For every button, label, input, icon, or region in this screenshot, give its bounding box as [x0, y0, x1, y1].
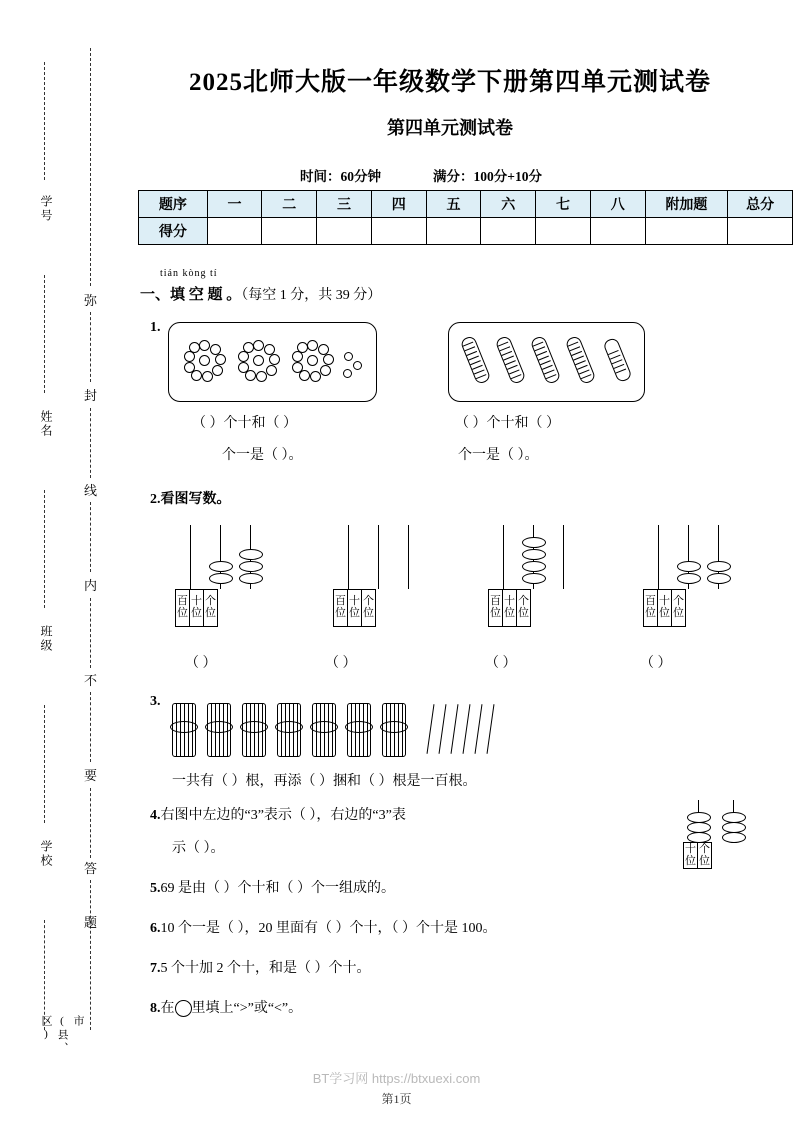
q3-stick-5	[475, 704, 483, 754]
q2-a4-place-ge: 个位	[672, 590, 686, 627]
q3-tie-6	[345, 721, 373, 733]
q1-left-answer-line1: （ ）个十和（ ）	[192, 416, 297, 431]
score-input-3[interactable]	[317, 218, 372, 245]
q3-tie-2	[205, 721, 233, 733]
q4-num-text: 4.	[150, 808, 161, 823]
q1-loose-beads	[342, 352, 364, 380]
score-input-7[interactable]	[536, 218, 591, 245]
score-table-header-row	[139, 191, 793, 218]
q2-a2-place-bai: 百位	[334, 590, 348, 627]
seal-dash-4	[44, 705, 45, 823]
seal-dash-2	[44, 275, 45, 393]
score-input-8[interactable]	[590, 218, 645, 245]
q1-bead-ring-2	[238, 340, 278, 380]
q3-stick-2	[439, 704, 447, 754]
score-input-4[interactable]	[371, 218, 426, 245]
q1-right-answer-line2: 个一是（ ）。	[458, 448, 539, 463]
q3-tie-3	[240, 721, 268, 733]
q2-answer-4: （ ）	[640, 656, 672, 671]
seal-word-3: 内	[84, 578, 98, 593]
q2-number	[150, 488, 231, 508]
q4-line2: 示（ ）。	[172, 841, 225, 856]
seal-dash-right-6	[90, 692, 91, 762]
q2-a4-place-bai: 百位	[644, 590, 658, 627]
q2-a1-place-ge: 个位	[204, 590, 218, 627]
q8-pre-text: 在	[160, 1001, 175, 1016]
q7-text: 5 个十加 2 个十，和是（ ）个十。	[160, 961, 371, 976]
section1-title	[140, 283, 381, 304]
score-input-6[interactable]	[481, 218, 536, 245]
q2-a2-place-ge: 个位	[362, 590, 376, 627]
q4-number	[150, 804, 406, 824]
seal-word-7: 题	[84, 915, 98, 930]
score-col-5: 五	[426, 191, 481, 218]
seal-dash-right-8	[90, 880, 91, 1030]
q8	[150, 997, 302, 1017]
seal-label-xuexiao: 学校	[39, 840, 53, 868]
q3-tie-4	[275, 721, 303, 733]
q1-left-answer-line2: 个一是（ ）。	[222, 448, 303, 463]
q2-answer-3: （ ）	[485, 656, 517, 671]
section1-note: （每空 1 分，共 39 分）	[241, 288, 382, 303]
exam-fullscore: 满分：100分+10分	[433, 169, 542, 184]
q2-a3-place-ge: 个位	[517, 590, 531, 627]
q2-a2-place-shi: 十位	[348, 590, 362, 627]
watermark: BT学习网 https://btxuexi.com	[312, 1071, 481, 1086]
q4-line1: 右图中左边的“3”表示（ ），右边的“3”表	[160, 808, 406, 823]
section1-label: 一、填 空 题 。	[140, 287, 242, 303]
q4-place-ge: 个位	[698, 843, 712, 869]
q3-text: 一共有（ ）根，再添（ ）捆和（ ）根是一百根。	[172, 774, 477, 789]
q1-bead-ring-1	[184, 340, 224, 380]
seal-word-5: 要	[84, 768, 98, 783]
q1-right-answer-line1: （ ）个十和（ ）	[455, 416, 560, 431]
q3-stick-1	[427, 704, 435, 754]
seal-dash-right-7	[90, 788, 91, 858]
q7-num-text: 7.	[150, 961, 161, 976]
score-input-2[interactable]	[262, 218, 317, 245]
q2-text: 看图写数。	[160, 492, 231, 507]
score-col-6: 六	[481, 191, 536, 218]
score-table-row-label-0: 题序	[139, 191, 208, 218]
q3-tie-5	[310, 721, 338, 733]
seal-dash-right-3	[90, 408, 91, 478]
score-table	[138, 190, 793, 245]
page-title: 2025北师大版一年级数学下册第四单元测试卷	[188, 69, 711, 96]
score-col-1: 一	[207, 191, 262, 218]
q3-tie-7	[380, 721, 408, 733]
q2-num-text: 2.	[150, 492, 161, 507]
page-subtitle: 第四单元测试卷	[387, 118, 513, 138]
score-input-extra[interactable]	[645, 218, 728, 245]
score-input-1[interactable]	[207, 218, 262, 245]
q8-num-text: 8.	[150, 1001, 161, 1016]
score-col-total: 总分	[728, 191, 793, 218]
seal-dash-right-1	[90, 48, 91, 286]
circle-icon	[175, 1000, 192, 1017]
seal-word-2: 线	[84, 483, 98, 498]
page-number: 第1页	[381, 1092, 412, 1106]
score-table-value-row	[139, 218, 793, 245]
score-input-total[interactable]	[728, 218, 793, 245]
score-col-extra: 附加题	[645, 191, 728, 218]
score-col-4: 四	[371, 191, 426, 218]
seal-label-banji: 班级	[39, 625, 53, 653]
exam-meta	[300, 165, 660, 185]
q4-place-shi: 十位	[684, 843, 698, 869]
score-col-2: 二	[262, 191, 317, 218]
q5	[150, 877, 395, 897]
seal-word-1: 封	[84, 388, 98, 403]
q1-bead-ring-3	[292, 340, 332, 380]
q6	[150, 917, 497, 937]
q2-a1-place-shi: 十位	[190, 590, 204, 627]
q2-answer-2: （ ）	[325, 656, 357, 671]
seal-word-6: 答	[84, 861, 98, 876]
q8-post-text: 里填上“>”或“<”。	[191, 1001, 303, 1016]
q7	[150, 957, 371, 977]
q2-a3-place-shi: 十位	[503, 590, 517, 627]
seal-dash-right-2	[90, 312, 91, 382]
q2-a1-place-bai: 百位	[176, 590, 190, 627]
score-col-3: 三	[317, 191, 372, 218]
score-col-7: 七	[536, 191, 591, 218]
q2-a4-place-shi: 十位	[658, 590, 672, 627]
section1-pinyin: tián kòng tí	[160, 268, 218, 279]
q3-number: 3.	[150, 694, 161, 709]
score-col-8: 八	[590, 191, 645, 218]
seal-word-4: 不	[84, 673, 98, 688]
seal-label-shixianqu: 市(县、区)	[40, 1015, 84, 1055]
score-table-row-label-1: 得分	[139, 218, 208, 245]
q5-text: 69 是由（ ）个十和（ ）个一组成的。	[160, 881, 395, 896]
seal-dash-1	[44, 62, 45, 180]
q5-num-text: 5.	[150, 881, 161, 896]
seal-dash-right-4	[90, 502, 91, 572]
score-input-5[interactable]	[426, 218, 481, 245]
exam-time: 时间：60分钟	[300, 169, 381, 184]
q3-stick-4	[463, 704, 471, 754]
seal-label-xuehao: 学号	[39, 195, 53, 223]
seal-dash-5	[44, 920, 45, 1030]
q1-number: 1.	[150, 320, 161, 335]
q2-answer-1: （ ）	[185, 656, 217, 671]
q2-a3-place-bai: 百位	[489, 590, 503, 627]
seal-strip	[34, 40, 144, 1055]
seal-dash-3	[44, 490, 45, 608]
q6-num-text: 6.	[150, 921, 161, 936]
q3-tie-1	[170, 721, 198, 733]
q3-stick-3	[451, 704, 459, 754]
seal-dash-right-5	[90, 598, 91, 668]
q6-text: 10 个一是（ ），20 里面有（ ）个十，（ ）个十是 100。	[160, 921, 497, 936]
q3-stick-6	[487, 704, 495, 754]
seal-label-xingming: 姓名	[39, 410, 53, 438]
seal-word-0: 弥	[84, 293, 98, 308]
